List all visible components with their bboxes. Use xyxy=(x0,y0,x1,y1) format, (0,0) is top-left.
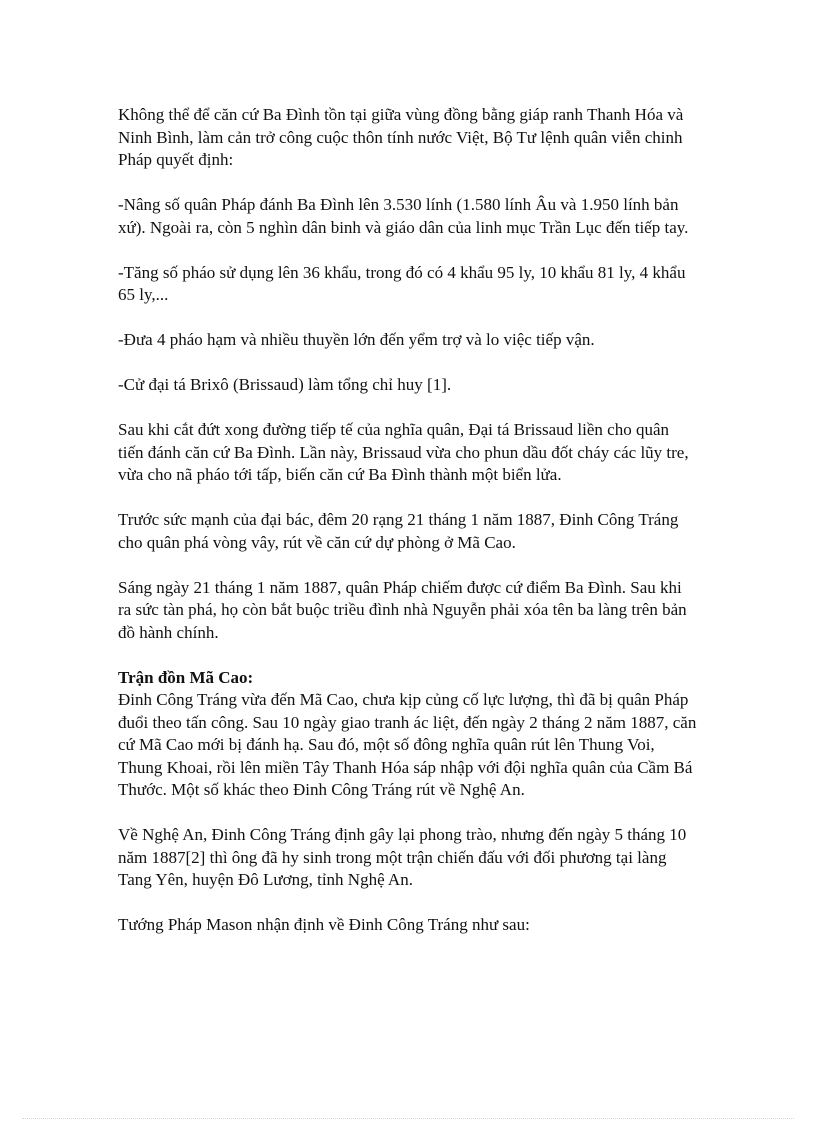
paragraph-ma-cao: Đinh Công Tráng vừa đến Mã Cao, chưa kịp củng cố lực lượng, thì đã bị quân Pháp đuổi theo tấn công. Sau 10 ngày giao tranh ác liệt, đến ngày 2 tháng 2 năm 1887, căn cứ Mã Cao mới bị đánh hạ. Sau đó, một số đông nghĩa quân rút lên Thung Voi, Thung Khoai, rồi lên miền Tây Thanh Hóa sáp nhập với đội nghĩa quân của Cầm Bá Thước. Một số khác theo Đinh Công Tráng rút về Nghệ An. xyxy=(118,690,697,799)
paragraph-artillery: -Tăng số pháo sử dụng lên 36 khẩu, trong đó có 4 khẩu 95 ly, 10 khẩu 81 ly, 4 khẩu 65 ly,... xyxy=(118,262,686,304)
page-bottom-divider xyxy=(22,1118,794,1119)
paragraph-capture: Sáng ngày 21 tháng 1 năm 1887, quân Pháp chiếm được cứ điểm Ba Đình. Sau khi ra sức tàn phá, họ còn bắt buộc triều đình nhà Nguyễn phải xóa tên ba làng trên bản đồ hành chính. xyxy=(118,577,687,642)
paragraph-attack: Sau khi cắt đứt xong đường tiếp tế của nghĩa quân, Đại tá Brissaud liền cho quân tiến đánh căn cứ Ba Đình. Lần này, Brissaud vừa cho phun dầu đốt cháy các lũy tre, vừa cho nã pháo tới tấp, biến căn cứ Ba Đình thành một biển lửa. xyxy=(118,420,689,484)
paragraph-mason: Tướng Pháp Mason nhận định về Đinh Công Tráng như sau: xyxy=(118,915,530,934)
section-heading-ma-cao: Trận đồn Mã Cao: xyxy=(118,667,254,687)
paragraph-gunboats: -Đưa 4 pháo hạm và nhiều thuyền lớn đến yểm trợ và lo việc tiếp vận. xyxy=(118,330,595,349)
paragraph-intro: Không thể để căn cứ Ba Đình tồn tại giữa vùng đồng bằng giáp ranh Thanh Hóa và Ninh Bình, làm cản trở công cuộc thôn tính nước Việt, Bộ Tư lệnh quân viễn chinh Pháp quyết định: xyxy=(118,105,684,169)
paragraph-nghe-an: Về Nghệ An, Đinh Công Tráng định gây lại phong trào, nhưng đến ngày 5 tháng 10 năm 1887[2] thì ông đã hy sinh trong một trận chiến đấu với đối phương tại làng Tang Yên, huyện Đô Lương, tỉnh Nghệ An. xyxy=(118,825,687,889)
paragraph-troops: -Nâng số quân Pháp đánh Ba Đình lên 3.530 lính (1.580 lính Âu và 1.950 lính bản xứ). Ngoài ra, còn 5 nghìn dân binh và giáo dân của linh mục Trần Lục đến tiếp tay. xyxy=(118,195,689,237)
paragraph-commander: -Cử đại tá Brixô (Brissaud) làm tổng chỉ huy [1]. xyxy=(118,375,452,394)
paragraph-retreat: Trước sức mạnh của đại bác, đêm 20 rạng 21 tháng 1 năm 1887, Đinh Công Tráng cho quân phá vòng vây, rút về căn cứ dự phòng ở Mã Cao. xyxy=(118,510,679,552)
document-body xyxy=(118,104,698,959)
